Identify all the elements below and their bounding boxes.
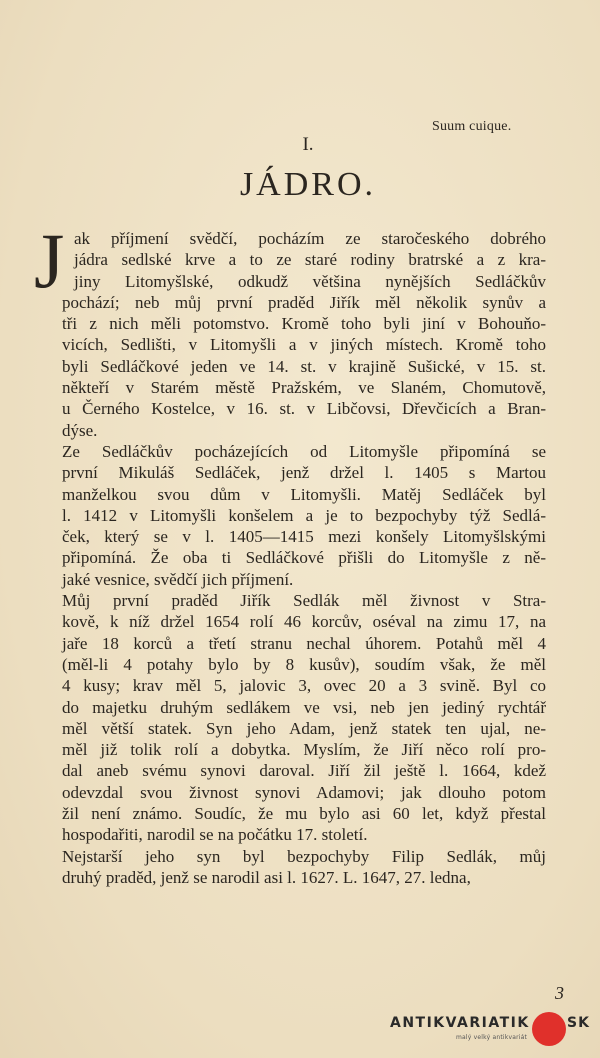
drop-cap: J	[34, 217, 65, 304]
text-line: první Mikuláš Sedláček, jenž držel l. 1405 s Martou	[62, 463, 546, 483]
text-line: žil není známo. Soudíc, že mu bylo asi 60 let, když přestal	[62, 804, 546, 824]
motto: Suum cuique.	[432, 119, 512, 134]
text-line: kově, k níž držel 1654 rolí 46 korcův, oséval na zimu 17, na	[62, 612, 546, 632]
text-line: Nejstarší jeho syn byl bezpochyby Filip Sedlák, můj	[62, 846, 546, 866]
text-line: připomíná. Že oba ti Sedláčkové přišli do Litomyšle z ně-	[62, 548, 546, 568]
text-line: druhý praděd, jenž se narodil asi l. 1627. L. 1647, 27. ledna,	[62, 867, 471, 887]
text-line: měl větší statek. Syn jeho Adam, jenž statek ten ujal, ne-	[62, 718, 546, 738]
text-line: měl již tolik rolí a dobytka. Myslím, že Jiří něco rolí pro-	[62, 740, 546, 760]
text-line: jiny Litomyšlské, odkudž většina nynějších Sedláčkův	[74, 271, 546, 291]
antikvariatik-logo	[390, 1012, 590, 1052]
logo-dot-icon	[532, 1012, 566, 1046]
text-line: l. 1412 v Litomyšli konšelem a je to bezpochyby týž Sedlá-	[62, 505, 546, 525]
text-line: Můj první praděd Jiřík Sedlák měl živnost v Stra-	[62, 591, 546, 611]
text-line: u Černého Kostelce, v 16. st. v Libčovsi, Dřevčicích a Bran-	[62, 399, 546, 419]
body-text	[62, 228, 546, 888]
text-line: jádra sedlské krve a to ze staré rodiny bratrské a z kra-	[74, 250, 546, 270]
text-line: dýse.	[62, 420, 98, 440]
chapter-number: I.	[302, 134, 314, 155]
text-line: ček, který se v l. 1405—1415 mezi konšely Litomyšlskými	[62, 527, 546, 547]
logo-text-right: SK	[567, 1015, 590, 1031]
text-line: tři z nich měli potomstvo. Kromě toho byli jiní v Bohouňo-	[62, 314, 546, 334]
text-line: 4 kusy; krav měl 5, jalovic 3, ovec 20 a 3 svině. Byl co	[62, 676, 546, 696]
text-line: do majetku druhým sedlákem ve vsi, neb jen jediný rychtář	[62, 697, 546, 717]
text-line: ak příjmení svědčí, pocházím ze staročeského dobrého	[74, 229, 546, 248]
text-line: jaké vesnice, svědčí jich příjmení.	[62, 569, 294, 589]
text-line: někteří v Starém městě Pražském, ve Slaném, Chomutově,	[62, 378, 546, 398]
text-line: pochází; neb můj první praděd Jiřík měl několik synův a	[62, 292, 546, 312]
logo-text-left: ANTIKVARIATIK	[390, 1015, 530, 1031]
text-line: vicích, Sedlišti, v Litomyšli a v jiných místech. Kromě toho	[62, 335, 546, 355]
text-line: dal aneb svému synovi daroval. Jiří žil ještě l. 1664, kdež	[62, 761, 546, 781]
text-line: manželkou svou dům v Litomyšli. Matěj Sedláček byl	[62, 484, 546, 504]
text-line: odevzdal svou živnost synovi Adamovi; jak dlouho potom	[62, 782, 546, 802]
text-line: Ze Sedláčkův pocházejících od Litomyšle připomíná se	[62, 441, 546, 461]
chapter-title: JÁDRO.	[239, 166, 377, 203]
text-line: byli Sedláčkové jeden ve 14. st. v krajině Sušické, v 15. st.	[62, 356, 546, 376]
logo-tagline: malý velký antikvariát	[456, 1034, 528, 1041]
page-number: 3	[555, 983, 564, 1003]
text-line: jaře 18 korců a třetí stranu nechal úhorem. Potahů měl 4	[62, 633, 546, 653]
text-line: hospodařiti, narodil se na počátku 17. století.	[62, 825, 368, 845]
text-line: (měl-li 4 potahy bylo by 8 kusův), soudím však, že měl	[62, 654, 546, 674]
